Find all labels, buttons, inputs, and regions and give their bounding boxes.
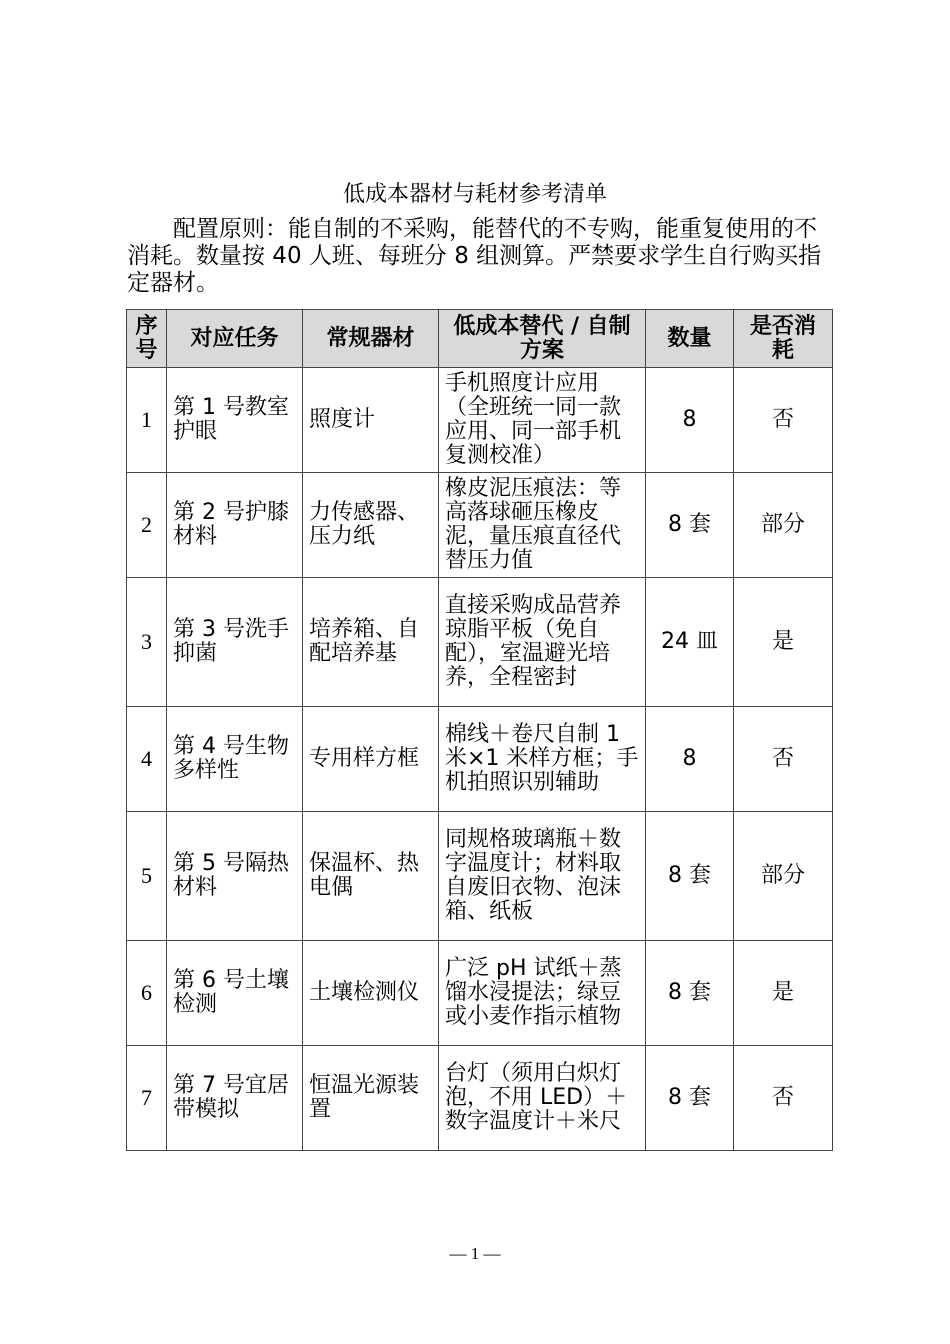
row-alternative: 手机照度计应用（全班统一同一款应用、同一部手机复测校准） [439, 368, 646, 473]
row-equipment: 专用样方框 [303, 707, 439, 812]
table-header-row [127, 310, 833, 368]
table-row [127, 707, 833, 812]
row-equipment: 恒温光源装置 [303, 1046, 439, 1151]
row-consumable: 否 [734, 368, 833, 473]
header-alternative: 低成本替代 / 自制方案 [439, 310, 646, 368]
row-task: 第 3 号洗手抑菌 [167, 578, 303, 707]
row-consumable: 是 [734, 941, 833, 1046]
row-quantity: 8 [646, 368, 734, 473]
row-task: 第 1 号教室护眼 [167, 368, 303, 473]
row-alternative: 棉线＋卷尺自制 1 米×1 米样方框；手机拍照识别辅助 [439, 707, 646, 812]
row-consumable: 部分 [734, 473, 833, 578]
page-title: 低成本器材与耗材参考清单 [342, 182, 607, 207]
row-alternative: 台灯（须用白炽灯泡，不用 LED）＋数字温度计＋米尺 [439, 1046, 646, 1151]
row-equipment: 力传感器、压力纸 [303, 473, 439, 578]
row-alternative: 直接采购成品营养琼脂平板（免自配），室温避光培养，全程密封 [439, 578, 646, 707]
header-consumable: 是否消耗 [734, 310, 833, 368]
table-row [127, 473, 833, 578]
row-alternative: 同规格玻璃瓶＋数字温度计；材料取自废旧衣物、泡沫箱、纸板 [439, 812, 646, 941]
row-quantity: 8 套 [646, 473, 734, 578]
table-row [127, 578, 833, 707]
table-row [127, 812, 833, 941]
row-no: 2 [127, 473, 167, 578]
page-number: — 1 — [449, 1244, 501, 1263]
header-no: 序号 [127, 310, 167, 368]
row-no: 4 [127, 707, 167, 812]
row-alternative: 橡皮泥压痕法：等高落球砸压橡皮泥，量压痕直径代替压力值 [439, 473, 646, 578]
row-quantity: 8 套 [646, 941, 734, 1046]
row-equipment: 保温杯、热电偶 [303, 812, 439, 941]
row-alternative: 广泛 pH 试纸＋蒸馏水浸提法；绿豆或小麦作指示植物 [439, 941, 646, 1046]
row-no: 3 [127, 578, 167, 707]
header-task: 对应任务 [167, 310, 303, 368]
row-equipment: 照度计 [303, 368, 439, 473]
row-no: 1 [127, 368, 167, 473]
row-consumable: 否 [734, 707, 833, 812]
header-quantity: 数量 [646, 310, 734, 368]
table-row [127, 1046, 833, 1151]
row-consumable: 否 [734, 1046, 833, 1151]
row-task: 第 4 号生物多样性 [167, 707, 303, 812]
row-task: 第 6 号土壤检测 [167, 941, 303, 1046]
row-equipment: 土壤检测仪 [303, 941, 439, 1046]
row-no: 6 [127, 941, 167, 1046]
row-no: 7 [127, 1046, 167, 1151]
row-quantity: 8 [646, 707, 734, 812]
header-equipment: 常规器材 [303, 310, 439, 368]
row-quantity: 8 套 [646, 1046, 734, 1151]
row-quantity: 24 皿 [646, 578, 734, 707]
row-task: 第 5 号隔热材料 [167, 812, 303, 941]
table-row [127, 368, 833, 473]
row-task: 第 2 号护膝材料 [167, 473, 303, 578]
row-task: 第 7 号宜居带模拟 [167, 1046, 303, 1151]
row-equipment: 培养箱、自配培养基 [303, 578, 439, 707]
row-no: 5 [127, 812, 167, 941]
row-consumable: 部分 [734, 812, 833, 941]
row-consumable: 是 [734, 578, 833, 707]
equipment-table [126, 309, 833, 1151]
intro-paragraph: 配置原则：能自制的不采购，能替代的不专购，能重复使用的不消耗。数量按 40 人班、每班分 8 组测算。严禁要求学生自行购买指定器材。 [127, 216, 822, 296]
table-row [127, 941, 833, 1046]
row-quantity: 8 套 [646, 812, 734, 941]
